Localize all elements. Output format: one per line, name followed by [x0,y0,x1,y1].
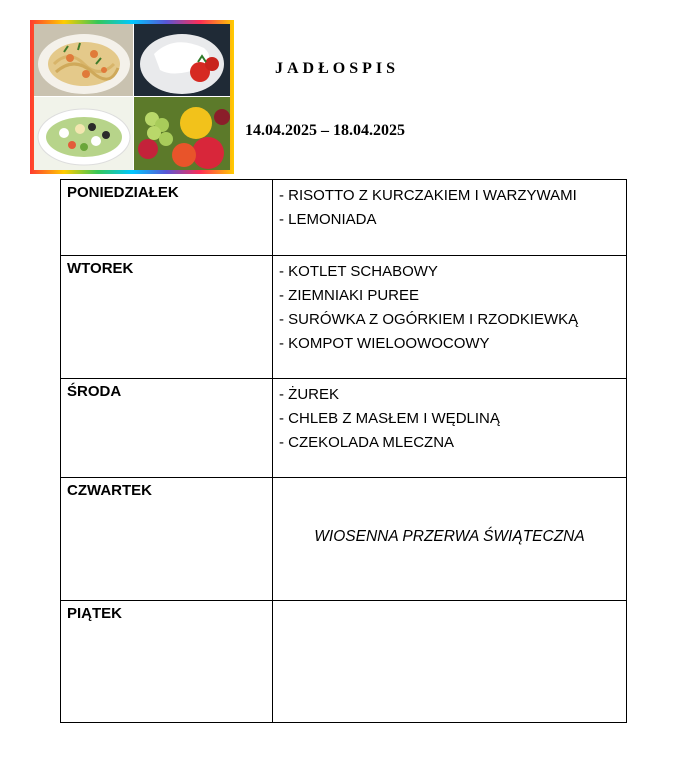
meal-item: - KOTLET SCHABOWY [279,263,438,280]
day-label: CZWARTEK [61,478,273,601]
salad-photo [34,97,133,170]
holiday-note: WIOSENNA PRZERWA ŚWIĄTECZNA [314,528,585,545]
meal-item: - CHLEB Z MASŁEM I WĘDLINĄ [279,410,500,427]
date-range: 14.04.2025 – 18.04.2025 [245,122,405,139]
meal-list [273,180,627,256]
meal-item: - RISOTTO Z KURCZAKIEM I WARZYWAMI [279,187,577,204]
table-row [61,601,627,723]
meal-list [273,478,627,601]
fruit-photo [134,97,230,170]
food-collage-image [30,20,234,174]
meal-item: - KOMPOT WIELOOWOCOWY [279,335,490,352]
table-row [61,256,627,379]
meal-list [273,379,627,478]
menu-title: JADŁOSPIS [275,60,400,77]
meal-list [273,256,627,379]
plate-photo [134,24,230,96]
meal-item: - ŻUREK [279,386,339,403]
meal-item: - LEMONIADA [279,211,377,228]
meal-list-empty [273,601,627,723]
menu-table [60,179,627,723]
day-label: PIĄTEK [61,601,273,723]
day-label: ŚRODA [61,379,273,478]
day-label: PONIEDZIAŁEK [61,180,273,256]
day-label: WTOREK [61,256,273,379]
table-row [61,180,627,256]
meal-item: - SURÓWKA Z OGÓRKIEM I RZODKIEWKĄ [279,311,579,328]
table-row [61,379,627,478]
meal-item: - ZIEMNIAKI PUREE [279,287,420,304]
meal-item: - CZEKOLADA MLECZNA [279,434,455,451]
pasta-photo [34,24,133,96]
table-row [61,478,627,601]
